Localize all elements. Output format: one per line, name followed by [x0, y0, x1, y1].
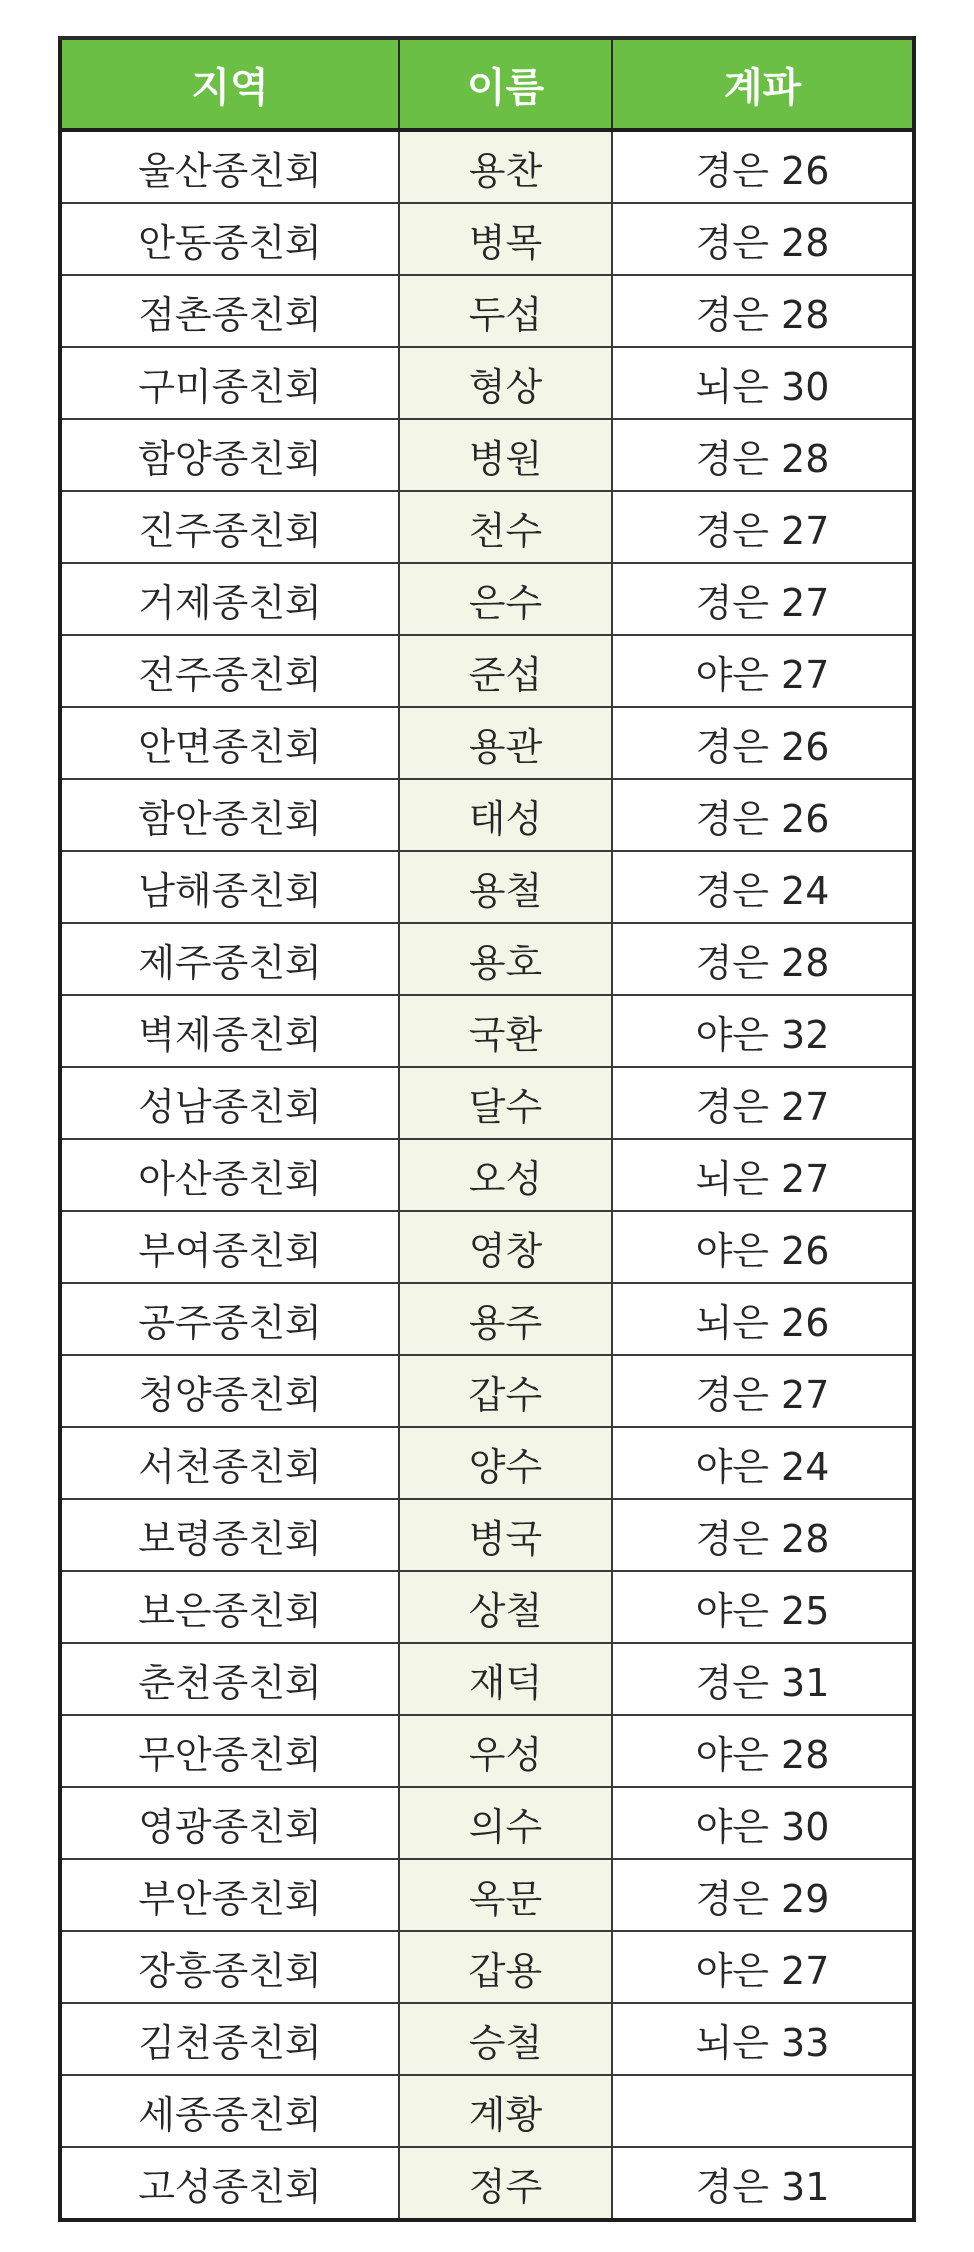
table-row	[60, 1643, 914, 1715]
name-cell: 은수	[399, 563, 612, 635]
name-cell: 영창	[399, 1211, 612, 1283]
table-row	[60, 1571, 914, 1643]
generation-cell: 경은 26	[612, 707, 914, 779]
generation-cell: 뇌은 30	[612, 347, 914, 419]
name-cell: 태성	[399, 779, 612, 851]
table-row	[60, 203, 914, 275]
name-cell: 병국	[399, 1499, 612, 1571]
region-cell: 전주종친회	[60, 635, 399, 707]
region-cell: 거제종친회	[60, 563, 399, 635]
generation-cell: 경은 26	[612, 779, 914, 851]
generation-cell: 야은 25	[612, 1571, 914, 1643]
generation-cell: 야은 27	[612, 635, 914, 707]
region-cell: 김천종친회	[60, 2003, 399, 2075]
table-row	[60, 130, 914, 203]
table-row	[60, 563, 914, 635]
table-row	[60, 491, 914, 563]
region-cell: 무안종친회	[60, 1715, 399, 1787]
region-cell: 보은종친회	[60, 1571, 399, 1643]
table-row	[60, 1931, 914, 2003]
name-cell: 국환	[399, 995, 612, 1067]
name-cell: 준섭	[399, 635, 612, 707]
generation-cell: 경은 27	[612, 491, 914, 563]
generation-cell: 경은 31	[612, 2147, 914, 2220]
table-row	[60, 1355, 914, 1427]
name-cell: 용철	[399, 851, 612, 923]
region-cell: 춘천종친회	[60, 1643, 399, 1715]
region-cell: 울산종친회	[60, 130, 399, 203]
table-row	[60, 923, 914, 995]
table-row	[60, 1139, 914, 1211]
region-cell: 제주종친회	[60, 923, 399, 995]
table-row	[60, 851, 914, 923]
generation-cell: 야은 24	[612, 1427, 914, 1499]
table-row	[60, 1067, 914, 1139]
table-row	[60, 1859, 914, 1931]
generation-cell: 야은 30	[612, 1787, 914, 1859]
header-region: 지역	[60, 38, 399, 130]
region-cell: 벽제종친회	[60, 995, 399, 1067]
generation-cell: 경은 28	[612, 275, 914, 347]
name-cell: 용주	[399, 1283, 612, 1355]
table-row	[60, 419, 914, 491]
generation-cell: 경은 27	[612, 1355, 914, 1427]
name-cell: 병목	[399, 203, 612, 275]
table-row	[60, 1787, 914, 1859]
generation-cell: 경은 28	[612, 203, 914, 275]
region-cell: 안동종친회	[60, 203, 399, 275]
table-row	[60, 1715, 914, 1787]
generation-cell: 경은 26	[612, 130, 914, 203]
generation-cell: 경은 28	[612, 1499, 914, 1571]
generation-cell: 경은 31	[612, 1643, 914, 1715]
region-cell: 진주종친회	[60, 491, 399, 563]
name-cell: 달수	[399, 1067, 612, 1139]
generation-cell: 뇌은 33	[612, 2003, 914, 2075]
roster-sheet	[58, 36, 912, 2222]
generation-cell	[612, 2075, 914, 2147]
generation-cell: 경은 28	[612, 419, 914, 491]
header-row	[60, 38, 914, 130]
name-cell: 상철	[399, 1571, 612, 1643]
name-cell: 계황	[399, 2075, 612, 2147]
name-cell: 정주	[399, 2147, 612, 2220]
region-cell: 장흥종친회	[60, 1931, 399, 2003]
region-cell: 안면종친회	[60, 707, 399, 779]
generation-cell: 경은 27	[612, 563, 914, 635]
roster-table	[58, 36, 916, 2222]
name-cell: 의수	[399, 1787, 612, 1859]
generation-cell: 야은 26	[612, 1211, 914, 1283]
region-cell: 서천종친회	[60, 1427, 399, 1499]
generation-cell: 뇌은 27	[612, 1139, 914, 1211]
name-cell: 우성	[399, 1715, 612, 1787]
region-cell: 보령종친회	[60, 1499, 399, 1571]
region-cell: 함양종친회	[60, 419, 399, 491]
generation-cell: 야은 27	[612, 1931, 914, 2003]
name-cell: 옥문	[399, 1859, 612, 1931]
region-cell: 점촌종친회	[60, 275, 399, 347]
name-cell: 재덕	[399, 1643, 612, 1715]
header-generation: 계파	[612, 38, 914, 130]
region-cell: 부여종친회	[60, 1211, 399, 1283]
region-cell: 고성종친회	[60, 2147, 399, 2220]
generation-cell: 야은 32	[612, 995, 914, 1067]
region-cell: 공주종친회	[60, 1283, 399, 1355]
table-row	[60, 347, 914, 419]
name-cell: 용관	[399, 707, 612, 779]
table-row	[60, 1499, 914, 1571]
table-row	[60, 1211, 914, 1283]
name-cell: 용호	[399, 923, 612, 995]
table-row	[60, 2075, 914, 2147]
name-cell: 병원	[399, 419, 612, 491]
region-cell: 구미종친회	[60, 347, 399, 419]
region-cell: 아산종친회	[60, 1139, 399, 1211]
name-cell: 형상	[399, 347, 612, 419]
name-cell: 용찬	[399, 130, 612, 203]
name-cell: 갑수	[399, 1355, 612, 1427]
region-cell: 영광종친회	[60, 1787, 399, 1859]
name-cell: 두섭	[399, 275, 612, 347]
region-cell: 세종종친회	[60, 2075, 399, 2147]
region-cell: 부안종친회	[60, 1859, 399, 1931]
generation-cell: 야은 28	[612, 1715, 914, 1787]
table-header	[60, 38, 914, 130]
table-row	[60, 1427, 914, 1499]
name-cell: 승철	[399, 2003, 612, 2075]
table-row	[60, 779, 914, 851]
table-row	[60, 2003, 914, 2075]
table-row	[60, 275, 914, 347]
generation-cell: 경은 29	[612, 1859, 914, 1931]
generation-cell: 경은 28	[612, 923, 914, 995]
region-cell: 청양종친회	[60, 1355, 399, 1427]
table-row	[60, 995, 914, 1067]
generation-cell: 경은 27	[612, 1067, 914, 1139]
region-cell: 함안종친회	[60, 779, 399, 851]
region-cell: 남해종친회	[60, 851, 399, 923]
name-cell: 양수	[399, 1427, 612, 1499]
table-row	[60, 1283, 914, 1355]
header-name: 이름	[399, 38, 612, 130]
table-row	[60, 2147, 914, 2220]
table-body	[60, 130, 914, 2220]
table-row	[60, 635, 914, 707]
name-cell: 오성	[399, 1139, 612, 1211]
name-cell: 천수	[399, 491, 612, 563]
region-cell: 성남종친회	[60, 1067, 399, 1139]
generation-cell: 경은 24	[612, 851, 914, 923]
generation-cell: 뇌은 26	[612, 1283, 914, 1355]
name-cell: 갑용	[399, 1931, 612, 2003]
table-row	[60, 707, 914, 779]
